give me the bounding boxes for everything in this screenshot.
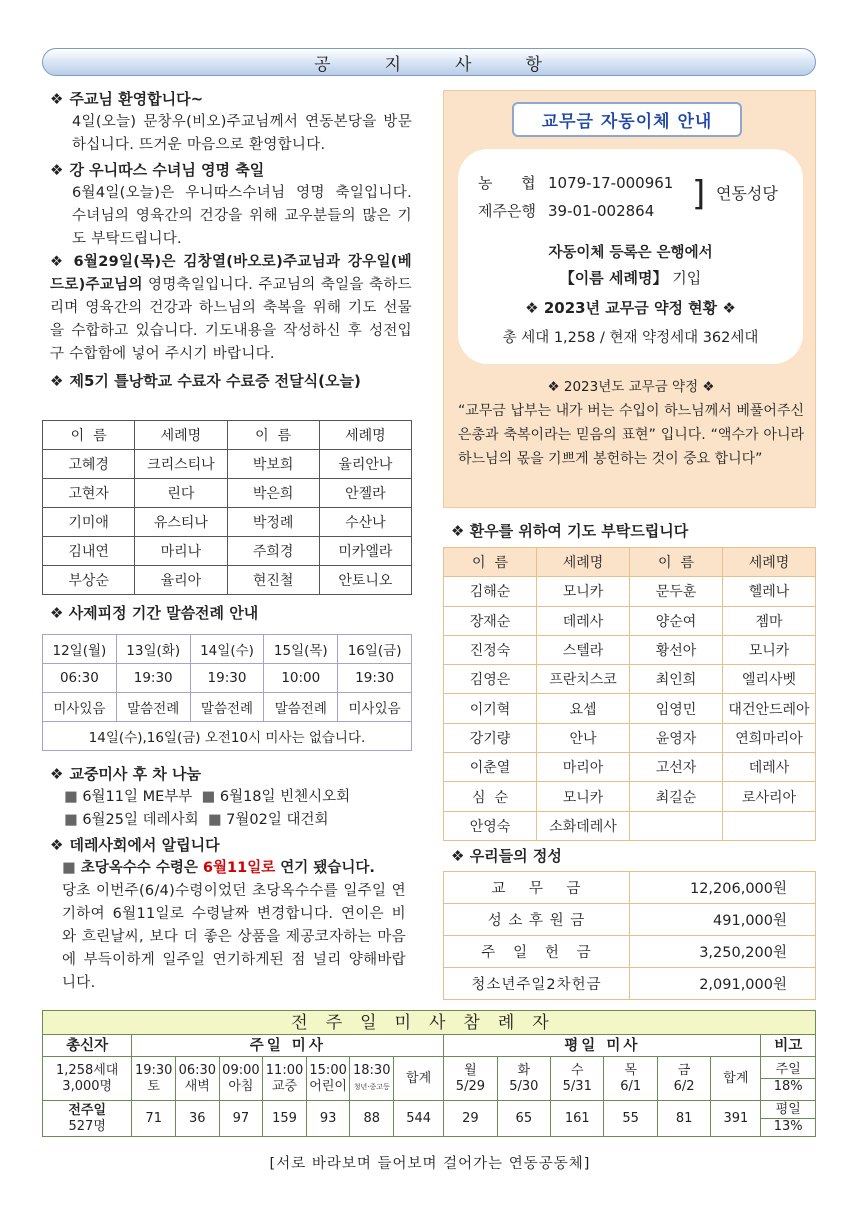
schedule-cell: 10:00 bbox=[264, 664, 338, 693]
notices-lower bbox=[50, 761, 420, 995]
offering-label: 청소년주일2차헌금 bbox=[444, 968, 630, 1000]
table-cell: 강기량 bbox=[444, 723, 537, 752]
table-cell: 엘리사벳 bbox=[723, 665, 816, 694]
table-cell: 문두훈 bbox=[630, 577, 723, 606]
weekday-col-header: 화 5/30 bbox=[497, 1057, 550, 1101]
diamond-bullet-icon: ❖ bbox=[50, 836, 64, 854]
table-cell: 스텔라 bbox=[537, 635, 630, 664]
table-cell: 데레사 bbox=[723, 753, 816, 782]
table-row bbox=[43, 537, 412, 566]
table-cell: 김내연 bbox=[43, 537, 135, 566]
offering-amount: 2,091,000원 bbox=[630, 968, 816, 1000]
square-bullet-icon: ■ bbox=[64, 812, 78, 828]
header-cell: 이 름 bbox=[227, 421, 319, 450]
header-cell: 이 름 bbox=[43, 421, 135, 450]
offering-label: 교 무 금 bbox=[444, 872, 630, 904]
square-bullet-icon: ■ bbox=[207, 812, 222, 828]
table-cell: 안젤라 bbox=[319, 479, 411, 508]
table-cell: 최길순 bbox=[630, 782, 723, 811]
schedule-cell: 미사있음 bbox=[338, 693, 412, 722]
table-cell: 임영민 bbox=[630, 694, 723, 723]
donation-title: 교무금 자동이체 안내 bbox=[512, 102, 742, 137]
table-cell: 연희마리아 bbox=[723, 723, 816, 752]
donation-card bbox=[458, 149, 803, 364]
table-row bbox=[444, 753, 816, 782]
schedule-cell: 19:30 bbox=[190, 664, 264, 693]
weekday-label: 평일 미사 bbox=[444, 1035, 761, 1057]
table-cell: 젬마 bbox=[723, 606, 816, 635]
header-cell: 이 름 bbox=[630, 548, 723, 577]
table-cell: 모니카 bbox=[723, 635, 816, 664]
table-cell: 대건안드레아 bbox=[723, 694, 816, 723]
table-cell: 마리나 bbox=[135, 537, 227, 566]
weekday-col-header: 금 6/2 bbox=[657, 1057, 710, 1101]
note-label: 비고 bbox=[761, 1035, 816, 1057]
schedule-cell: 미사있음 bbox=[43, 693, 117, 722]
last-week: 전주일 527명 bbox=[43, 1101, 132, 1137]
table-cell: 헬레나 bbox=[723, 577, 816, 606]
table-cell: 장재순 bbox=[444, 606, 537, 635]
banner-char: 공 bbox=[314, 54, 333, 75]
schedule-cell: 말씀전례 bbox=[264, 693, 338, 722]
table-cell: 고현자 bbox=[43, 479, 135, 508]
diamond-bullet-icon: ❖ bbox=[451, 522, 465, 540]
notice-body: 4일(오늘) 문창우(비오)주교님께서 연동본당을 방문 하십니다. 뜨거운 마음으로 환영합니다. bbox=[72, 114, 412, 153]
table-cell: 안나 bbox=[537, 723, 630, 752]
header-cell: 세례명 bbox=[319, 421, 411, 450]
attendance-title: 전주일미사참례자 bbox=[43, 1011, 816, 1035]
section-title: ❖ 환우를 위하여 기도 부탁드립니다 bbox=[451, 522, 689, 540]
table-cell: 진정숙 bbox=[444, 635, 537, 664]
schedule-note: 14일(수),16일(금) 오전10시 미사는 없습니다. bbox=[43, 722, 412, 751]
tea-schedule: ■ 6월11일 ME부부 ■ 6월18일 빈첸시오회 ■ 6월25일 데레사회 ■ 7월02일 대건회 bbox=[64, 789, 351, 828]
schedule-cell: 15일(목) bbox=[264, 635, 338, 664]
pledge-quote: ❖ 2023년도 교무금 약정 ❖ “교무금 납부는 내가 버는 수입이 하느님께서 베풀어주신 은총과 축복이라는 믿음의 표현” 입니다. “액수가 아니라 하느님의 몫을 기쁘게 봉헌하는 것이 중요 합니다” bbox=[458, 379, 804, 467]
register-line: 자동이체 등록은 은행에서 bbox=[548, 245, 713, 261]
table-row bbox=[43, 450, 412, 479]
table-cell: 모니카 bbox=[537, 782, 630, 811]
diamond-bullet-icon: ❖ bbox=[50, 90, 64, 108]
offering-row bbox=[444, 872, 816, 904]
diamond-bullet-icon: ❖ bbox=[50, 161, 64, 179]
schedule-note-row bbox=[43, 722, 412, 751]
table-cell: 김영은 bbox=[444, 665, 537, 694]
weekday-col-header: 목 6/1 bbox=[604, 1057, 657, 1101]
schedule-cell: 19:30 bbox=[338, 664, 412, 693]
table-cell: 김해순 bbox=[444, 577, 537, 606]
schedule-table bbox=[42, 634, 412, 751]
offering-amount: 12,206,000원 bbox=[630, 872, 816, 904]
note-weekday: 평일 13% bbox=[761, 1101, 816, 1137]
bracket-icon: ] bbox=[692, 174, 706, 214]
offering-label: 성 소 후 원 금 bbox=[444, 904, 630, 936]
table-cell: 수산나 bbox=[319, 508, 411, 537]
notice-lead: ■ 초당옥수수 수령은 6월11일로 연기 됐습니다. bbox=[62, 860, 375, 876]
sum-header: 합계 bbox=[711, 1057, 761, 1101]
footer-slogan: [서로 바라보며 들어보며 걸어가는 연동공동체] bbox=[269, 1156, 591, 1172]
table-row bbox=[444, 782, 816, 811]
table-cell: 안영숙 bbox=[444, 811, 537, 840]
notice-title: ❖ 주교님 환영합니다~ bbox=[50, 90, 204, 108]
note-sunday: 주일 18% bbox=[761, 1057, 816, 1101]
table-cell: 린다 bbox=[135, 479, 227, 508]
schedule-row bbox=[43, 664, 412, 693]
table-cell: 심 순 bbox=[444, 782, 537, 811]
table-row bbox=[444, 723, 816, 752]
table-cell: 양순여 bbox=[630, 606, 723, 635]
table-cell: 박정례 bbox=[227, 508, 319, 537]
sunday-label: 주일 미사 bbox=[132, 1035, 444, 1057]
table-header-row bbox=[43, 421, 412, 450]
attendance-value: 71 bbox=[132, 1101, 176, 1137]
offering-row bbox=[444, 904, 816, 936]
offering-row bbox=[444, 968, 816, 1000]
table-cell bbox=[723, 811, 816, 840]
table-cell: 황선아 bbox=[630, 635, 723, 664]
attendance-value: 161 bbox=[551, 1101, 604, 1137]
sunday-col-header: 19:30 토 bbox=[132, 1057, 176, 1101]
table-cell: 이춘열 bbox=[444, 753, 537, 782]
sunday-col-header: 15:00 어린이 bbox=[306, 1057, 350, 1101]
table-cell: 고선자 bbox=[630, 753, 723, 782]
table-cell: 마리아 bbox=[537, 753, 630, 782]
table-cell: 프란치스코 bbox=[537, 665, 630, 694]
account-holder: 연동성당 bbox=[716, 184, 778, 203]
prayer-table bbox=[443, 547, 816, 841]
schedule-cell: 말씀전례 bbox=[190, 693, 264, 722]
total-label: 총신자 bbox=[43, 1035, 132, 1057]
pledge-status-title: ❖ 2023년 교무금 약정 현황 ❖ bbox=[525, 299, 736, 317]
weekday-total: 391 bbox=[711, 1101, 761, 1137]
table-header-row bbox=[444, 548, 816, 577]
attendance-value: 88 bbox=[350, 1101, 394, 1137]
table-cell: 크리스티나 bbox=[135, 450, 227, 479]
offering-label: 주 일 헌 금 bbox=[444, 936, 630, 968]
notice-title: ❖ 강 우니따스 수녀님 영명 축일 bbox=[50, 161, 265, 179]
banner-char: 사 bbox=[455, 54, 474, 75]
diamond-bullet-icon: ❖ bbox=[451, 847, 465, 865]
attendance-value: 81 bbox=[657, 1101, 710, 1137]
notice-title: ❖ 데레사회에서 알립니다 bbox=[50, 836, 220, 854]
table-cell: 최인희 bbox=[630, 665, 723, 694]
schedule-cell: 말씀전례 bbox=[116, 693, 190, 722]
schedule-cell: 06:30 bbox=[43, 664, 117, 693]
offering-row bbox=[444, 936, 816, 968]
graduates-table bbox=[42, 420, 412, 595]
table-cell: 윤영자 bbox=[630, 723, 723, 752]
table-cell: 소화데레사 bbox=[537, 811, 630, 840]
table-cell: 모니카 bbox=[537, 577, 630, 606]
schedule-cell: 14일(수) bbox=[190, 635, 264, 664]
weekday-col-header: 월 5/29 bbox=[444, 1057, 497, 1101]
header-cell: 세례명 bbox=[723, 548, 816, 577]
header-cell: 세례명 bbox=[135, 421, 227, 450]
table-cell: 주희경 bbox=[227, 537, 319, 566]
notice-title: ❖ 제5기 틀낭학교 수료자 수료증 전달식(오늘) bbox=[50, 372, 361, 390]
weekday-col-header: 수 5/31 bbox=[551, 1057, 604, 1101]
sunday-col-header: 18:30 청년·중고등 bbox=[350, 1057, 394, 1101]
table-cell: 박보희 bbox=[227, 450, 319, 479]
table-row bbox=[43, 566, 412, 595]
square-bullet-icon: ■ bbox=[62, 860, 76, 876]
sunday-col-header: 11:00 교중 bbox=[263, 1057, 307, 1101]
square-bullet-icon: ■ bbox=[64, 789, 78, 805]
schedule-cell: 13일(화) bbox=[116, 635, 190, 664]
table-row bbox=[43, 479, 412, 508]
sunday-total: 544 bbox=[394, 1101, 444, 1137]
schedule-cell: 19:30 bbox=[116, 664, 190, 693]
section-title: ❖ 우리들의 정성 bbox=[451, 847, 562, 865]
table-cell: 고혜경 bbox=[43, 450, 135, 479]
banner-char: 항 bbox=[525, 54, 544, 75]
table-cell: 기미애 bbox=[43, 508, 135, 537]
pledge-status-line: 총 세대 1,258 / 현재 약정세대 362세대 bbox=[502, 330, 759, 346]
table-cell bbox=[630, 811, 723, 840]
attendance-value: 97 bbox=[219, 1101, 263, 1137]
table-cell: 미카엘라 bbox=[319, 537, 411, 566]
bank-accounts: 농 협 1079-17-000961 제주은행 39-01-002864 bbox=[478, 174, 674, 220]
diamond-bullet-icon: ❖ bbox=[50, 604, 64, 622]
attendance-value: 93 bbox=[306, 1101, 350, 1137]
notice-body: 당초 이번주(6/4)수령이었던 초당옥수수를 일주일 연기하여 6월11일로 수령날짜 변경합니다. 연이은 비와 흐린날씨, 보다 더 좋은 상품을 제공코자하는 마음에 부득이하게 일주일 연기하게된 점 널리 양해바랍니다. bbox=[62, 883, 406, 991]
attendance-value: 55 bbox=[604, 1101, 657, 1137]
schedule-row bbox=[43, 635, 412, 664]
table-row bbox=[43, 508, 412, 537]
attendance-value: 65 bbox=[497, 1101, 550, 1137]
table-row bbox=[444, 811, 816, 840]
table-cell: 로사리아 bbox=[723, 782, 816, 811]
table-cell: 이기혁 bbox=[444, 694, 537, 723]
notice-title: ❖ 교중미사 후 차 나눔 bbox=[50, 765, 202, 783]
table-row bbox=[444, 694, 816, 723]
section-title: ❖ 사제피정 기간 말씀전례 안내 bbox=[50, 604, 259, 622]
notice-body: 6월4일(오늘)은 우니따스수녀님 영명 축일입니다. 수녀님의 영육간의 건강을 위해 교우분들의 많은 기도 부탁드립니다. bbox=[72, 185, 412, 247]
table-cell: 율리아 bbox=[135, 566, 227, 595]
sum-header: 합계 bbox=[394, 1057, 444, 1101]
table-cell: 요셉 bbox=[537, 694, 630, 723]
diamond-bullet-icon: ❖ bbox=[50, 254, 66, 270]
table-cell: 부상순 bbox=[43, 566, 135, 595]
notice-body: ❖ 6월29일(목)은 김창열(바오로)주교님과 강우일(베드로)주교님의 영명축일입니다. 주교님의 축일을 축하드리며 영육간의 건강과 하느님의 축복을 위해 기도 선물을 수합하고 있습니다. 기도내용을 작성하신 후 성전입구 수합함에 넣어 주시기 바랍니다. bbox=[50, 254, 412, 362]
table-row bbox=[444, 606, 816, 635]
attendance-value: 36 bbox=[176, 1101, 220, 1137]
schedule-cell: 12일(월) bbox=[43, 635, 117, 664]
offering-amount: 3,250,200원 bbox=[630, 936, 816, 968]
donation-box bbox=[443, 90, 816, 508]
diamond-bullet-icon: ❖ bbox=[50, 372, 64, 390]
sunday-col-header: 09:00 아침 bbox=[219, 1057, 263, 1101]
schedule-cell: 16일(금) bbox=[338, 635, 412, 664]
banner-char: 지 bbox=[384, 54, 403, 75]
notice-banner bbox=[42, 48, 816, 76]
total-members: 1,258세대 3,000명 bbox=[43, 1057, 132, 1101]
diamond-bullet-icon: ❖ bbox=[50, 765, 64, 783]
table-cell: 율리안나 bbox=[319, 450, 411, 479]
schedule-row bbox=[43, 693, 412, 722]
table-row bbox=[444, 665, 816, 694]
table-cell: 유스티나 bbox=[135, 508, 227, 537]
header-cell: 이 름 bbox=[444, 548, 537, 577]
table-cell: 데레사 bbox=[537, 606, 630, 635]
attendance-value: 159 bbox=[263, 1101, 307, 1137]
notices-left bbox=[50, 86, 412, 393]
table-cell: 현진철 bbox=[227, 566, 319, 595]
sunday-col-header: 06:30 새벽 bbox=[176, 1057, 220, 1101]
attendance-table bbox=[42, 1010, 816, 1137]
table-cell: 박은희 bbox=[227, 479, 319, 508]
attendance-value: 29 bbox=[444, 1101, 497, 1137]
table-cell: 안토니오 bbox=[319, 566, 411, 595]
offering-amount: 491,000원 bbox=[630, 904, 816, 936]
square-bullet-icon: ■ bbox=[201, 789, 216, 805]
offering-table bbox=[443, 871, 816, 1000]
table-row bbox=[444, 635, 816, 664]
header-cell: 세례명 bbox=[537, 548, 630, 577]
register-line-2: 【이름 세례명】 기입 bbox=[559, 269, 702, 287]
table-row bbox=[444, 577, 816, 606]
